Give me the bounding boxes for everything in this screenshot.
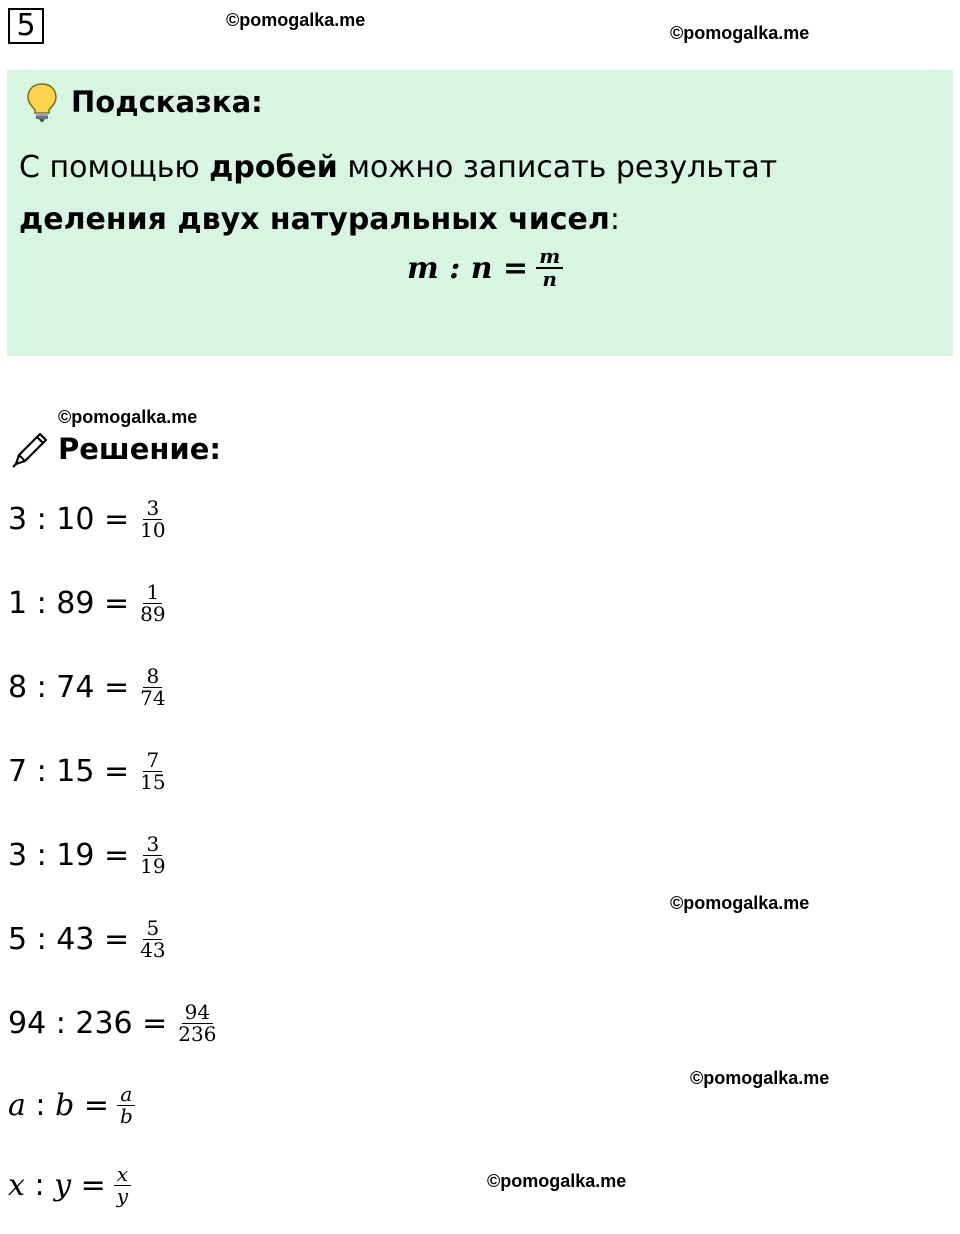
equation: 7 : 15 = $\frac{7}{15}$ <box>8 748 166 794</box>
equation: 3 : 19 = $\frac{3}{19}$ <box>8 832 166 878</box>
equation: 5 : 43 = $\frac{5}{43}$ <box>8 916 166 962</box>
watermark: ©pomogalka.me <box>670 23 810 43</box>
watermark: ©pomogalka.me <box>58 407 198 427</box>
task-number: 5 <box>8 8 44 44</box>
lightbulb-icon <box>25 82 59 122</box>
equation: 8 : 74 = $\frac{8}{74}$ <box>8 664 166 710</box>
equation: 3 : 10 = $\frac{3}{10}$ <box>8 496 166 542</box>
hint-title: Подсказка: <box>25 82 263 122</box>
division-formula: m : n = $\frac{m}{n}$ <box>407 246 563 290</box>
hint-box <box>7 70 953 356</box>
equation: 94 : 236 = $\frac{94}{236}$ <box>8 1000 217 1046</box>
watermark: ©pomogalka.me <box>487 1171 627 1191</box>
pencil-icon <box>10 428 52 470</box>
equation: a : b = $\frac{a}{b}$ <box>8 1084 136 1127</box>
watermark: ©pomogalka.me <box>690 1068 830 1088</box>
watermark: ©pomogalka.me <box>670 893 810 913</box>
solution-title: Решение: <box>10 428 221 470</box>
equation: x : y = $\frac{x}{y}$ <box>8 1164 131 1207</box>
hint-text: С помощью дробей можно записать результат деления двух натуральных чисел: <box>19 150 778 237</box>
equation: 1 : 89 = $\frac{1}{89}$ <box>8 580 166 626</box>
watermark: ©pomogalka.me <box>226 10 366 30</box>
fraction: $\frac{m}{n}$ <box>536 246 563 290</box>
